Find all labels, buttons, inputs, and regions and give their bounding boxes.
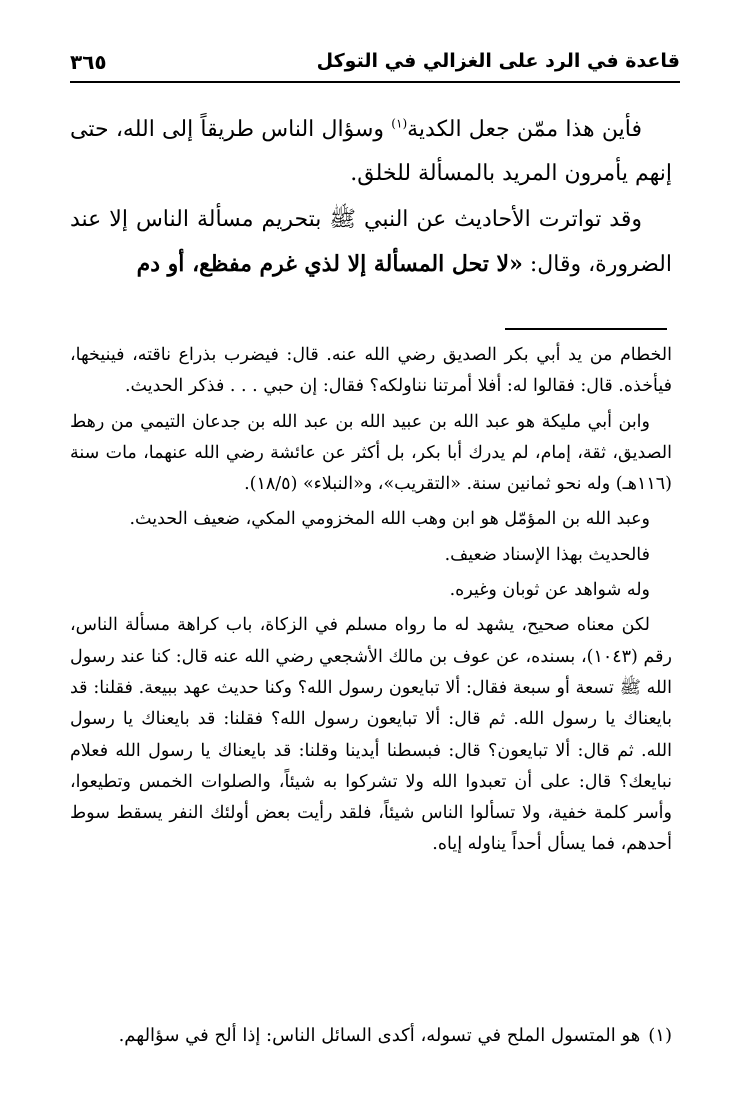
footnote-separator	[505, 328, 667, 330]
footnote-number: (١)	[648, 1025, 672, 1046]
main-paragraph-1	[70, 108, 672, 196]
note-paragraph: وابن أبي مليكة هو عبد الله بن عبيد الله بن عبد الله بن جدعان التيمي من رهط الصديق، ثقة، إمام، لم يدرك أبا بكر، بل أكثر عن عائشة رضي الله عنهما، مات سنة (١١٦هـ) وله نحو ثمانين سنة. «التقريب»، و«النبلاء» (١٨/٥).	[70, 411, 672, 495]
footnote-ref-1: (١)	[391, 116, 408, 131]
main-paragraph-1-end: وسؤال الناس طريقاً إلى الله، حتى إنهم يأمرون المريد بالمسألة للخلق.	[70, 117, 672, 186]
main-text	[70, 108, 672, 289]
footnote-1	[70, 1020, 672, 1052]
hadith-quote: «لا تحل المسألة إلا لذي غرم مفظع، أو دم	[136, 251, 523, 277]
header-rule	[70, 81, 680, 83]
note-paragraph: فالحديث بهذا الإسناد ضعيف.	[444, 544, 650, 565]
note-paragraph: لكن معناه صحيح، يشهد له ما رواه مسلم في الزكاة، باب كراهة مسألة الناس، رقم (١٠٤٣)، بسنده، عن عوف بن مالك الأشجعي رضي الله عنه قال: كنا عند رسول الله ﷺ تسعة أو سبعة فقال: ألا تبايعون رسول الله؟ وكنا حديث عهد ببيعة. فقلنا: قد بايعناك يا رسول الله. ثم قال: ألا تبايعون رسول الله؟ فقلنا: قد بايعناك يا رسول الله. ثم قال: ألا تبايعون؟ قال: فبسطنا أيدينا وقلنا: قد بايعناك يا رسول الله فعلام نبايعك؟ قال: على أن تعبدوا الله ولا تشركوا به شيئاً، والصلوات الخمس وتطيعوا، وأسر كلمة خفية، ولا تسألوا الناس شيئاً، فلقد رأيت بعض أولئك النفر يسقط سوط أحدهم، فما يسأل أحداً يناوله إياه.	[70, 615, 672, 855]
note-paragraph: وعبد الله بن المؤمّل هو ابن وهب الله المخزومي المكي، ضعيف الحديث.	[129, 509, 650, 530]
note-paragraph: وله شواهد عن ثوبان وغيره.	[449, 580, 650, 601]
main-paragraph-1-start: فأين هذا ممّن جعل الكدية	[407, 117, 642, 142]
main-paragraph-2-text: وقد تواترت الأحاديث عن النبي ﷺ بتحريم مسألة الناس إلا عند الضرورة، وقال:	[70, 207, 672, 277]
header-title: قاعدة في الرد على الغزالي في التوكل	[316, 50, 680, 72]
footnote-text: هو المتسول الملح في تسوله، أكدى السائل الناس: إذا ألح في سؤالهم.	[118, 1025, 641, 1046]
page-number: ٣٦٥	[70, 50, 107, 74]
note-paragraph: الخطام من يد أبي بكر الصديق رضي الله عنه. قال: فيضرب بذراع ناقته، فينيخها، فيأخذه. قال: فقالوا له: أفلا أمرتنا نناولكه؟ فقال: إن حبي . . . فذكر الحديث.	[70, 345, 672, 397]
notes-section	[70, 340, 672, 865]
running-header	[70, 44, 680, 84]
main-paragraph-2	[70, 198, 672, 287]
